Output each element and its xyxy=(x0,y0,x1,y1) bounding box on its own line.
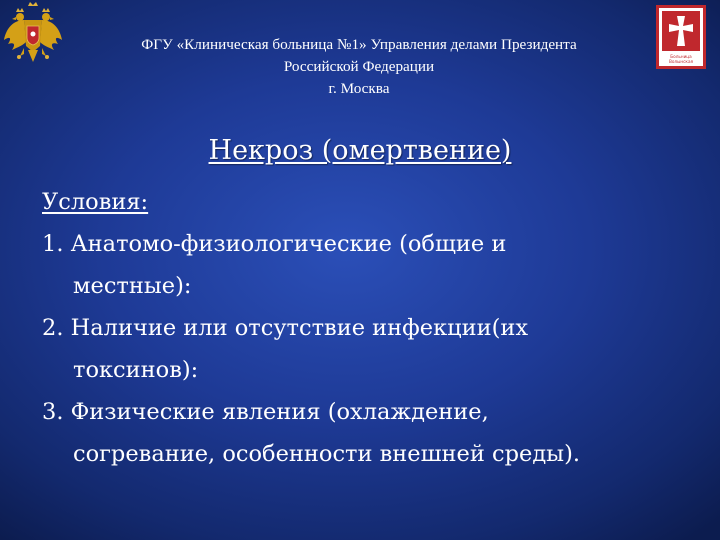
cross-shield-icon xyxy=(655,4,707,70)
content-list xyxy=(42,181,682,475)
list-item-2-line-1: 2. Наличие или отсутствие инфекции(их xyxy=(42,315,529,341)
header-line-1: ФГУ «Клиническая больница №1» Управления делами Президента xyxy=(141,36,577,53)
svg-text:Больница: Больница xyxy=(670,54,692,59)
header-line-2: Российской Федерации xyxy=(283,58,435,75)
page-title-text: Некроз (омертвение) xyxy=(208,135,512,166)
list-item-1-line-1: 1. Анатомо-физиологические (общие и xyxy=(42,231,507,257)
list-item-1-line-2: местные): xyxy=(73,273,192,299)
list-item-3-line-2: согревание, особенности внешней среды). xyxy=(73,441,581,467)
conditions-label-row xyxy=(42,181,682,223)
double-headed-eagle-icon xyxy=(2,2,64,68)
header-line-3: г. Москва xyxy=(328,80,390,97)
svg-text:Волынская: Волынская xyxy=(668,59,694,64)
page-title xyxy=(0,134,720,168)
conditions-label: Условия: xyxy=(42,189,149,215)
list-item-3-line-1: 3. Физические явления (охлаждение, xyxy=(42,399,489,425)
header xyxy=(70,34,648,100)
list-item-2-line-2: токсинов): xyxy=(73,357,199,383)
